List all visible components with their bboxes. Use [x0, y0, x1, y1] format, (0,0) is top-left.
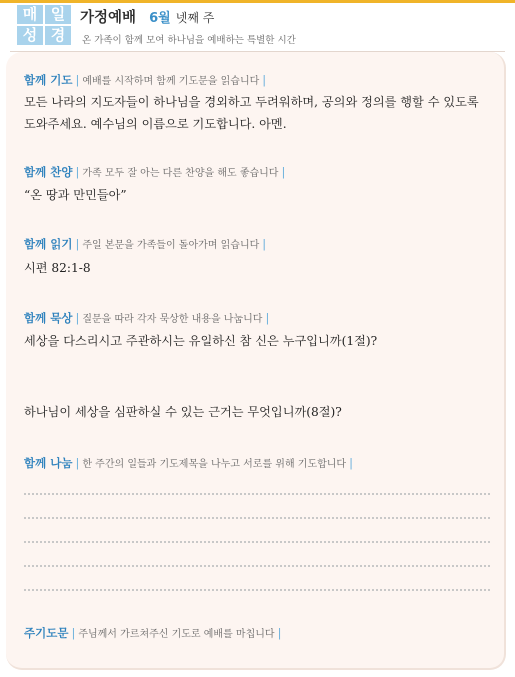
meditation-section-header: [24, 310, 272, 326]
separator-bar: |: [262, 237, 267, 251]
title-week: 넷째 주: [175, 11, 215, 25]
separator-bar: |: [349, 456, 353, 470]
daily-bible-logo: [17, 5, 73, 45]
separator-bar: |: [265, 311, 270, 325]
writing-line: [24, 517, 490, 520]
writing-line: [24, 565, 490, 568]
praise-song: “온 땅과 만민들아”: [24, 188, 127, 202]
reading-guide: 주일 본문을 가족들이 돌아가며 읽습니다: [82, 240, 260, 251]
reading-passage: 시편 82:1-8: [24, 261, 91, 275]
title-text: 가정예배: [80, 10, 137, 26]
separator-bar: |: [71, 626, 76, 640]
page-subtitle: 온 가족이 함께 모여 하나님을 예배하는 특별한 시간: [82, 35, 296, 46]
writing-line: [24, 541, 490, 544]
separator-bar: |: [75, 311, 80, 325]
page-title: [80, 6, 214, 27]
prayer-text: 모든 나라의 지도자들이 하나님을 경외하고 두려워하며, 공의와 정의를 행할 수 있도록 도와주세요. 예수님의 이름으로 기도합니다. 아멘.: [24, 95, 479, 131]
logo-char-1: 매: [17, 5, 43, 24]
separator-bar: |: [262, 73, 267, 87]
title-month: 6월: [149, 11, 171, 26]
prayer-guide: 예배를 시작하며 함께 기도문을 읽습니다: [82, 76, 260, 87]
praise-guide: 가족 모두 잘 아는 다른 찬양을 해도 좋습니다: [82, 168, 279, 179]
reading-label: 함께 읽기: [24, 237, 73, 251]
logo-char-3: 성: [17, 26, 43, 45]
logo-char-2: 일: [45, 5, 71, 24]
praise-section-header: [24, 164, 288, 180]
lords-prayer-section-header: [24, 625, 284, 641]
separator-bar: |: [277, 626, 282, 640]
meditation-question-1: 세상을 다스리시고 주관하시는 유일하신 참 신은 누구입니까(1절)?: [24, 334, 378, 348]
meditation-label: 함께 묵상: [24, 311, 73, 325]
separator-bar: |: [75, 456, 80, 470]
prayer-label: 함께 기도: [24, 73, 73, 87]
top-accent-bar: [0, 0, 515, 3]
separator-bar: |: [75, 237, 80, 251]
writing-line: [24, 589, 490, 592]
lords-prayer-label: 주기도문: [24, 626, 69, 640]
logo-char-4: 경: [45, 26, 71, 45]
meditation-question-2: 하나님이 세상을 심판하실 수 있는 근거는 무엇입니까(8절)?: [24, 405, 342, 419]
writing-line: [24, 493, 490, 496]
separator-bar: |: [281, 165, 286, 179]
prayer-section-header: [24, 72, 269, 88]
worship-card: [6, 52, 506, 670]
reading-section-header: [24, 236, 269, 252]
sharing-label: 함께 나눔: [24, 456, 73, 470]
sharing-guide: 한 주간의 일들과 기도제목을 나누고 서로를 위해 기도합니다: [82, 459, 347, 470]
praise-label: 함께 찬양: [24, 165, 73, 179]
lords-prayer-guide: 주님께서 가르쳐주신 기도로 예배를 마칩니다: [78, 629, 275, 640]
separator-bar: |: [75, 165, 80, 179]
sharing-section-header: [24, 455, 356, 471]
meditation-guide: 질문을 따라 각자 묵상한 내용을 나눕니다: [82, 314, 263, 325]
separator-bar: |: [75, 73, 80, 87]
